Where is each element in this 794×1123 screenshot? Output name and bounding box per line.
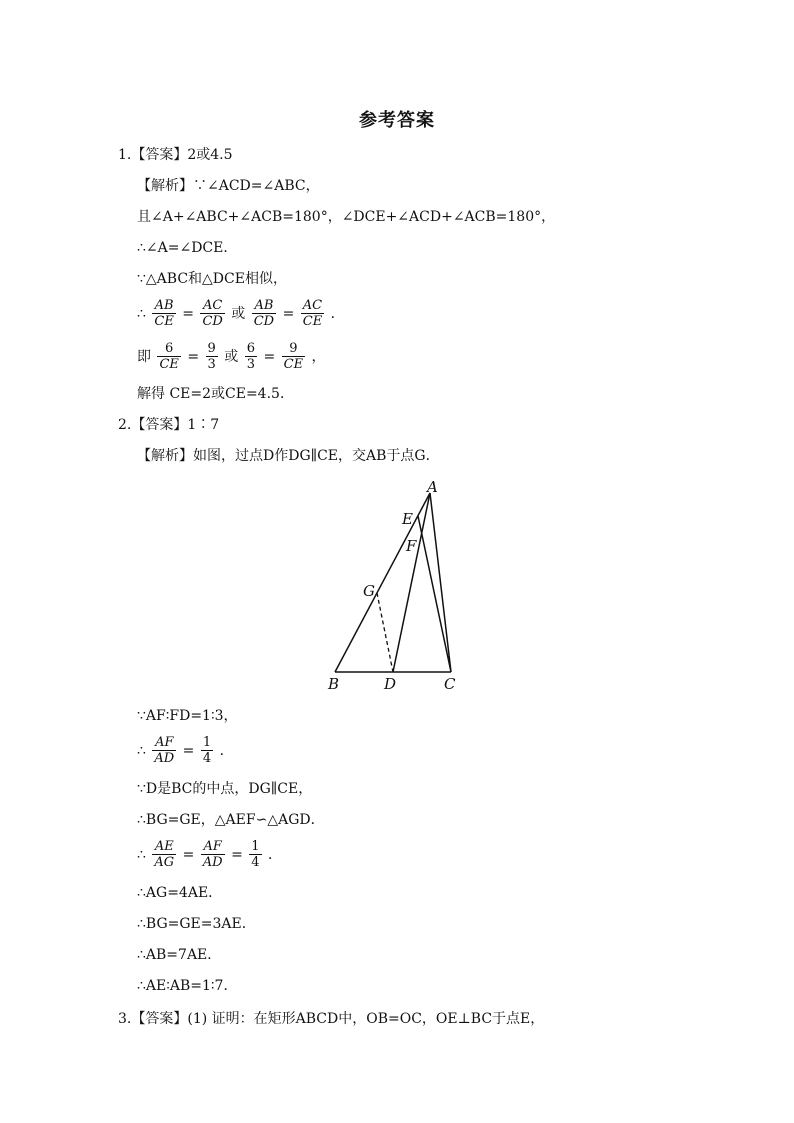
q2-analysis-line-7: ∴AG=4AE． [137,885,223,901]
segment-ba [335,493,430,672]
fraction-ae-ag: $\frac{AE}{AG}$ [154,839,175,870]
q2-analysis-line-2: ∵AF∶FD=1∶3， [137,708,238,724]
fraction-9-ce: $\frac{9}{CE}$ [283,341,304,372]
label-a: A [427,478,438,496]
q1-analysis-line-4: ∵△ABC和△DCE相似， [137,271,287,287]
fraction-af-ad-2: $\frac{AF}{AD}$ [202,839,223,870]
q1-answer: 1.【答案】2或4.5 [118,147,233,163]
segment-ec [418,516,451,672]
q1-analysis-line-3: ∴∠A=∠DCE． [137,240,238,256]
fraction-ac-cd: $\frac{AC}{CD}$ [202,298,223,329]
label-d: D [384,675,397,693]
label-g: G [363,582,375,600]
page-title: 参考答案 [359,110,435,131]
q2-fraction-line-1: ∴ $\frac{AF}{AD}$ = $\frac{1}{4}$ ． [137,735,234,766]
label-b: B [328,675,340,693]
q2-analysis-line-5: ∴BG=GE，△AEF∽△AGD． [137,812,325,828]
fraction-af-ad: $\frac{AF}{AD}$ [154,735,175,766]
fraction-1-4: $\frac{1}{4}$ [202,735,212,766]
q1-analysis-line-1: 【解析】∵∠ACD=∠ABC， [137,178,320,194]
segment-ac [430,493,451,672]
segment-gd-dashed [377,593,393,672]
q2-analysis-line-9: ∴AB=7AE． [137,947,222,963]
q2-answer: 2.【答案】1∶7 [118,417,220,433]
q1-analysis-line-2: 且∠A+∠ABC+∠ACB=180°，∠DCE+∠ACD+∠ACB=180°， [137,209,556,225]
fraction-ab-cd: $\frac{AB}{CD}$ [253,298,275,329]
q2-analysis-line-8: ∴BG=GE=3AE． [137,916,256,932]
q1-solution: 解得 CE=2或CE=4.5． [137,386,294,402]
q2-analysis-line-1: 【解析】如图，过点D作DG∥CE，交AB于点G． [137,448,440,464]
fraction-1-4-2: $\frac{1}{4}$ [251,839,260,870]
geometry-figure [320,475,470,695]
label-e: E [402,510,413,528]
label-f: F [406,537,417,555]
q3-answer: 3.【答案】(1) 证明：在矩形ABCD中，OB=OC，OE⊥BC于点E， [118,1011,545,1027]
fraction-ab-ce: $\frac{AB}{CE}$ [154,298,174,329]
therefore-symbol: ∴ [137,305,146,322]
fraction-9-3: $\frac{9}{3}$ [207,341,216,372]
q2-analysis-line-10: ∴AE∶AB=1∶7． [137,978,238,994]
fraction-6-3: $\frac{6}{3}$ [246,341,255,372]
fraction-ac-ce: $\frac{AC}{CE}$ [302,298,323,329]
q2-analysis-line-4: ∵D是BC的中点，DG∥CE， [137,781,313,797]
q1-fraction-line-2: 即 $\frac{6}{CE}$ = $\frac{9}{3}$ 或 $\frac{6}{3}$ = $\frac{9}{CE}$ ， [137,341,326,372]
q1-fraction-line-1: ∴ $\frac{AB}{CE}$ = $\frac{AC}{CD}$ 或 $\frac{AB}{CD}$ = $\frac{AC}{CE}$ ． [137,298,345,329]
fraction-6-ce: $\frac{6}{CE}$ [159,341,179,372]
label-c: C [444,675,456,693]
q2-fraction-line-2: ∴ $\frac{AE}{AG}$ = $\frac{AF}{AD}$ = $\frac{1}{4}$ ． [137,839,282,870]
